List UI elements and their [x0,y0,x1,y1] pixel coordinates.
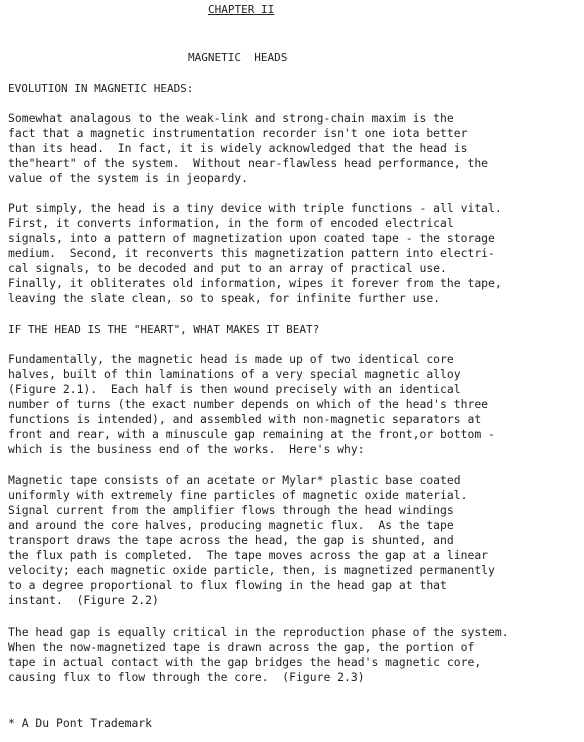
text-line: and around the core halves, producing magnetic flux. As the tape [8,518,454,532]
text-line: instant. (Figure 2.2) [8,593,159,607]
section-heading-evolution: EVOLUTION IN MAGNETIC HEADS: [8,82,194,95]
text-line: signals, into a pattern of magnetization upon coated tape - the storage [8,231,495,245]
text-line: front and rear, with a minuscule gap remaining at the front,or bottom - [8,427,495,441]
text-line: halves, built of thin laminations of a very special magnetic alloy [8,367,461,381]
text-line: uniformly with extremely fine particles of magnetic oxide material. [8,488,468,502]
text-line: tape in actual contact with the gap bridges the head's magnetic core, [8,655,482,669]
text-line: Finally, it obliterates old information, wipes it forever from the tape, [8,276,502,290]
text-line: The head gap is equally critical in the reproduction phase of the system. [8,625,509,639]
text-line: When the now-magnetized tape is drawn across the gap, the portion of [8,640,475,654]
text-line: transport draws the tape across the head, the gap is shunted, and [8,533,454,547]
text-line: value of the system is in jeopardy. [8,171,249,185]
text-line: fact that a magnetic instrumentation recorder isn't one iota better [8,126,468,140]
text-line: cal signals, to be decoded and put to an array of practical use. [8,261,447,275]
text-line: Magnetic tape consists of an acetate or Mylar* plastic base coated [8,473,461,487]
section-heading-heart: IF THE HEAD IS THE "HEART", WHAT MAKES IT BEAT? [8,323,320,336]
text-line: to a degree proportional to flux flowing in the head gap at that [8,578,447,592]
text-line: Signal current from the amplifier flows through the head windings [8,503,454,517]
chapter-heading: CHAPTER II [208,3,275,16]
text-line: leaving the slate clean, so to speak, for infinite further use. [8,291,441,305]
text-line: velocity; each magnetic oxide particle, then, is magnetized permanently [8,563,495,577]
text-line: Somewhat analagous to the weak-link and strong-chain maxim is the [8,111,454,125]
text-line: the flux path is completed. The tape moves across the gap at a linear [8,548,489,562]
text-line: medium. Second, it reconverts this magnetization pattern into electri- [8,246,495,260]
text-line: causing flux to flow through the core. (Figure 2.3) [8,670,365,684]
text-line: number of turns (the exact number depends on which of the head's three [8,397,489,411]
text-line: First, it converts information, in the form of encoded electrical [8,216,454,230]
text-line: functions is intended), and assembled with non-magnetic separators at [8,412,482,426]
page-title: MAGNETIC HEADS [188,51,288,64]
text-line: which is the business end of the works. Here's why: [8,442,365,456]
footnote: * A Du Pont Trademark [8,716,153,730]
text-line: Fundamentally, the magnetic head is made up of two identical core [8,352,454,366]
text-line: Put simply, the head is a tiny device with triple functions - all vital. [8,201,502,215]
text-line: than its head. In fact, it is widely acknowledged that the head is [8,141,468,155]
text-line: (Figure 2.1). Each half is then wound precisely with an identical [8,382,461,396]
text-line: the"heart" of the system. Without near-flawless head performance, the [8,156,489,170]
